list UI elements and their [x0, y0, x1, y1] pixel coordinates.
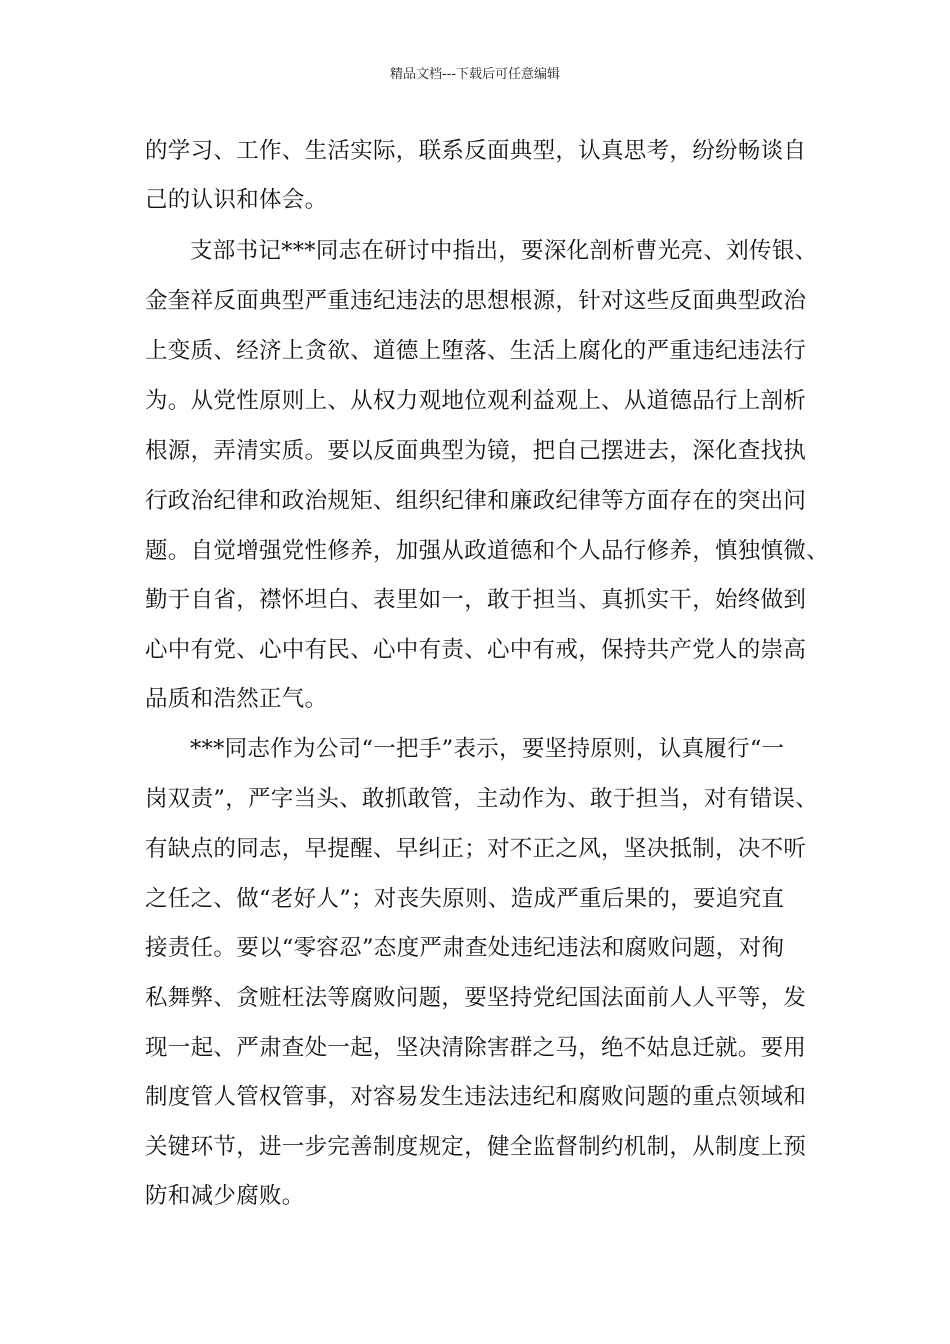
paragraph-3-line-10: 防和减少腐败。	[145, 1183, 305, 1209]
paragraph-2-line-5: 根源，弄清实质。要以反面典型为镜，把自己摆进去，深化查找执	[145, 438, 807, 464]
paragraph-2-line-6: 行政治纪律和政治规矩、组织纪律和廉政纪律等方面存在的突出问	[145, 488, 807, 514]
paragraph-1-line-1: 的学习、工作、生活实际，联系反面典型，认真思考，纷纷畅谈自	[145, 138, 807, 164]
page-header: 精品文档---下载后可任意编辑	[389, 67, 561, 82]
paragraph-2-line-2: 金奎祥反面典型严重违纪违法的思想根源，针对这些反面典型政治	[145, 288, 807, 314]
paragraph-1-line-2: 己的认识和体会。	[145, 187, 328, 213]
paragraph-3-line-6: 私舞弊、贪赃枉法等腐败问题，要坚持党纪国法面前人人平等，发	[145, 985, 807, 1011]
paragraph-2-line-7: 题。自觉增强党性修养，加强从政道德和个人品行修养，慎独慎微、	[145, 538, 830, 564]
paragraph-2-line-8: 勤于自省，襟怀坦白、表里如一，敢于担当、真抓实干，始终做到	[145, 587, 807, 613]
paragraph-3-line-9: 关键环节，进一步完善制度规定，健全监督制约机制，从制度上预	[145, 1134, 807, 1160]
paragraph-3-line-2: 岗双责”，严字当头、敢抓敢管，主动作为、敢于担当，对有错误、	[145, 786, 819, 812]
paragraph-2-line-3: 上变质、经济上贪欲、道德上堕落、生活上腐化的严重违纪违法行	[145, 338, 807, 364]
paragraph-2-line-10: 品质和浩然正气。	[145, 686, 328, 712]
paragraph-3-line-1: ***同志作为公司“一把手”表示，要坚持原则，认真履行“一	[190, 736, 785, 762]
paragraph-3-line-5: 接责任。要以“零容忍”态度严肃查处违纪违法和腐败问题，对徇	[145, 935, 785, 961]
paragraph-3-line-7: 现一起、严肃查处一起，坚决清除害群之马，绝不姑息迁就。要用	[145, 1035, 807, 1061]
paragraph-2-line-9: 心中有党、心中有民、心中有责、心中有戒，保持共产党人的崇高	[145, 637, 807, 663]
paragraph-3-line-8: 制度管人管权管事，对容易发生违法违纪和腐败问题的重点领域和	[145, 1084, 807, 1110]
paragraph-3-line-3: 有缺点的同志，早提醒、早纠正；对不正之风，坚决抵制，决不听	[145, 836, 807, 862]
paragraph-2-line-4: 为。从党性原则上、从权力观地位观利益观上、从道德品行上剖析	[145, 388, 807, 414]
paragraph-2-line-1: 支部书记***同志在研讨中指出，要深化剖析曹光亮、刘传银、	[190, 238, 818, 264]
paragraph-3-line-4: 之任之、做“老好人”；对丧失原则、造成严重后果的，要追究直	[145, 886, 785, 912]
